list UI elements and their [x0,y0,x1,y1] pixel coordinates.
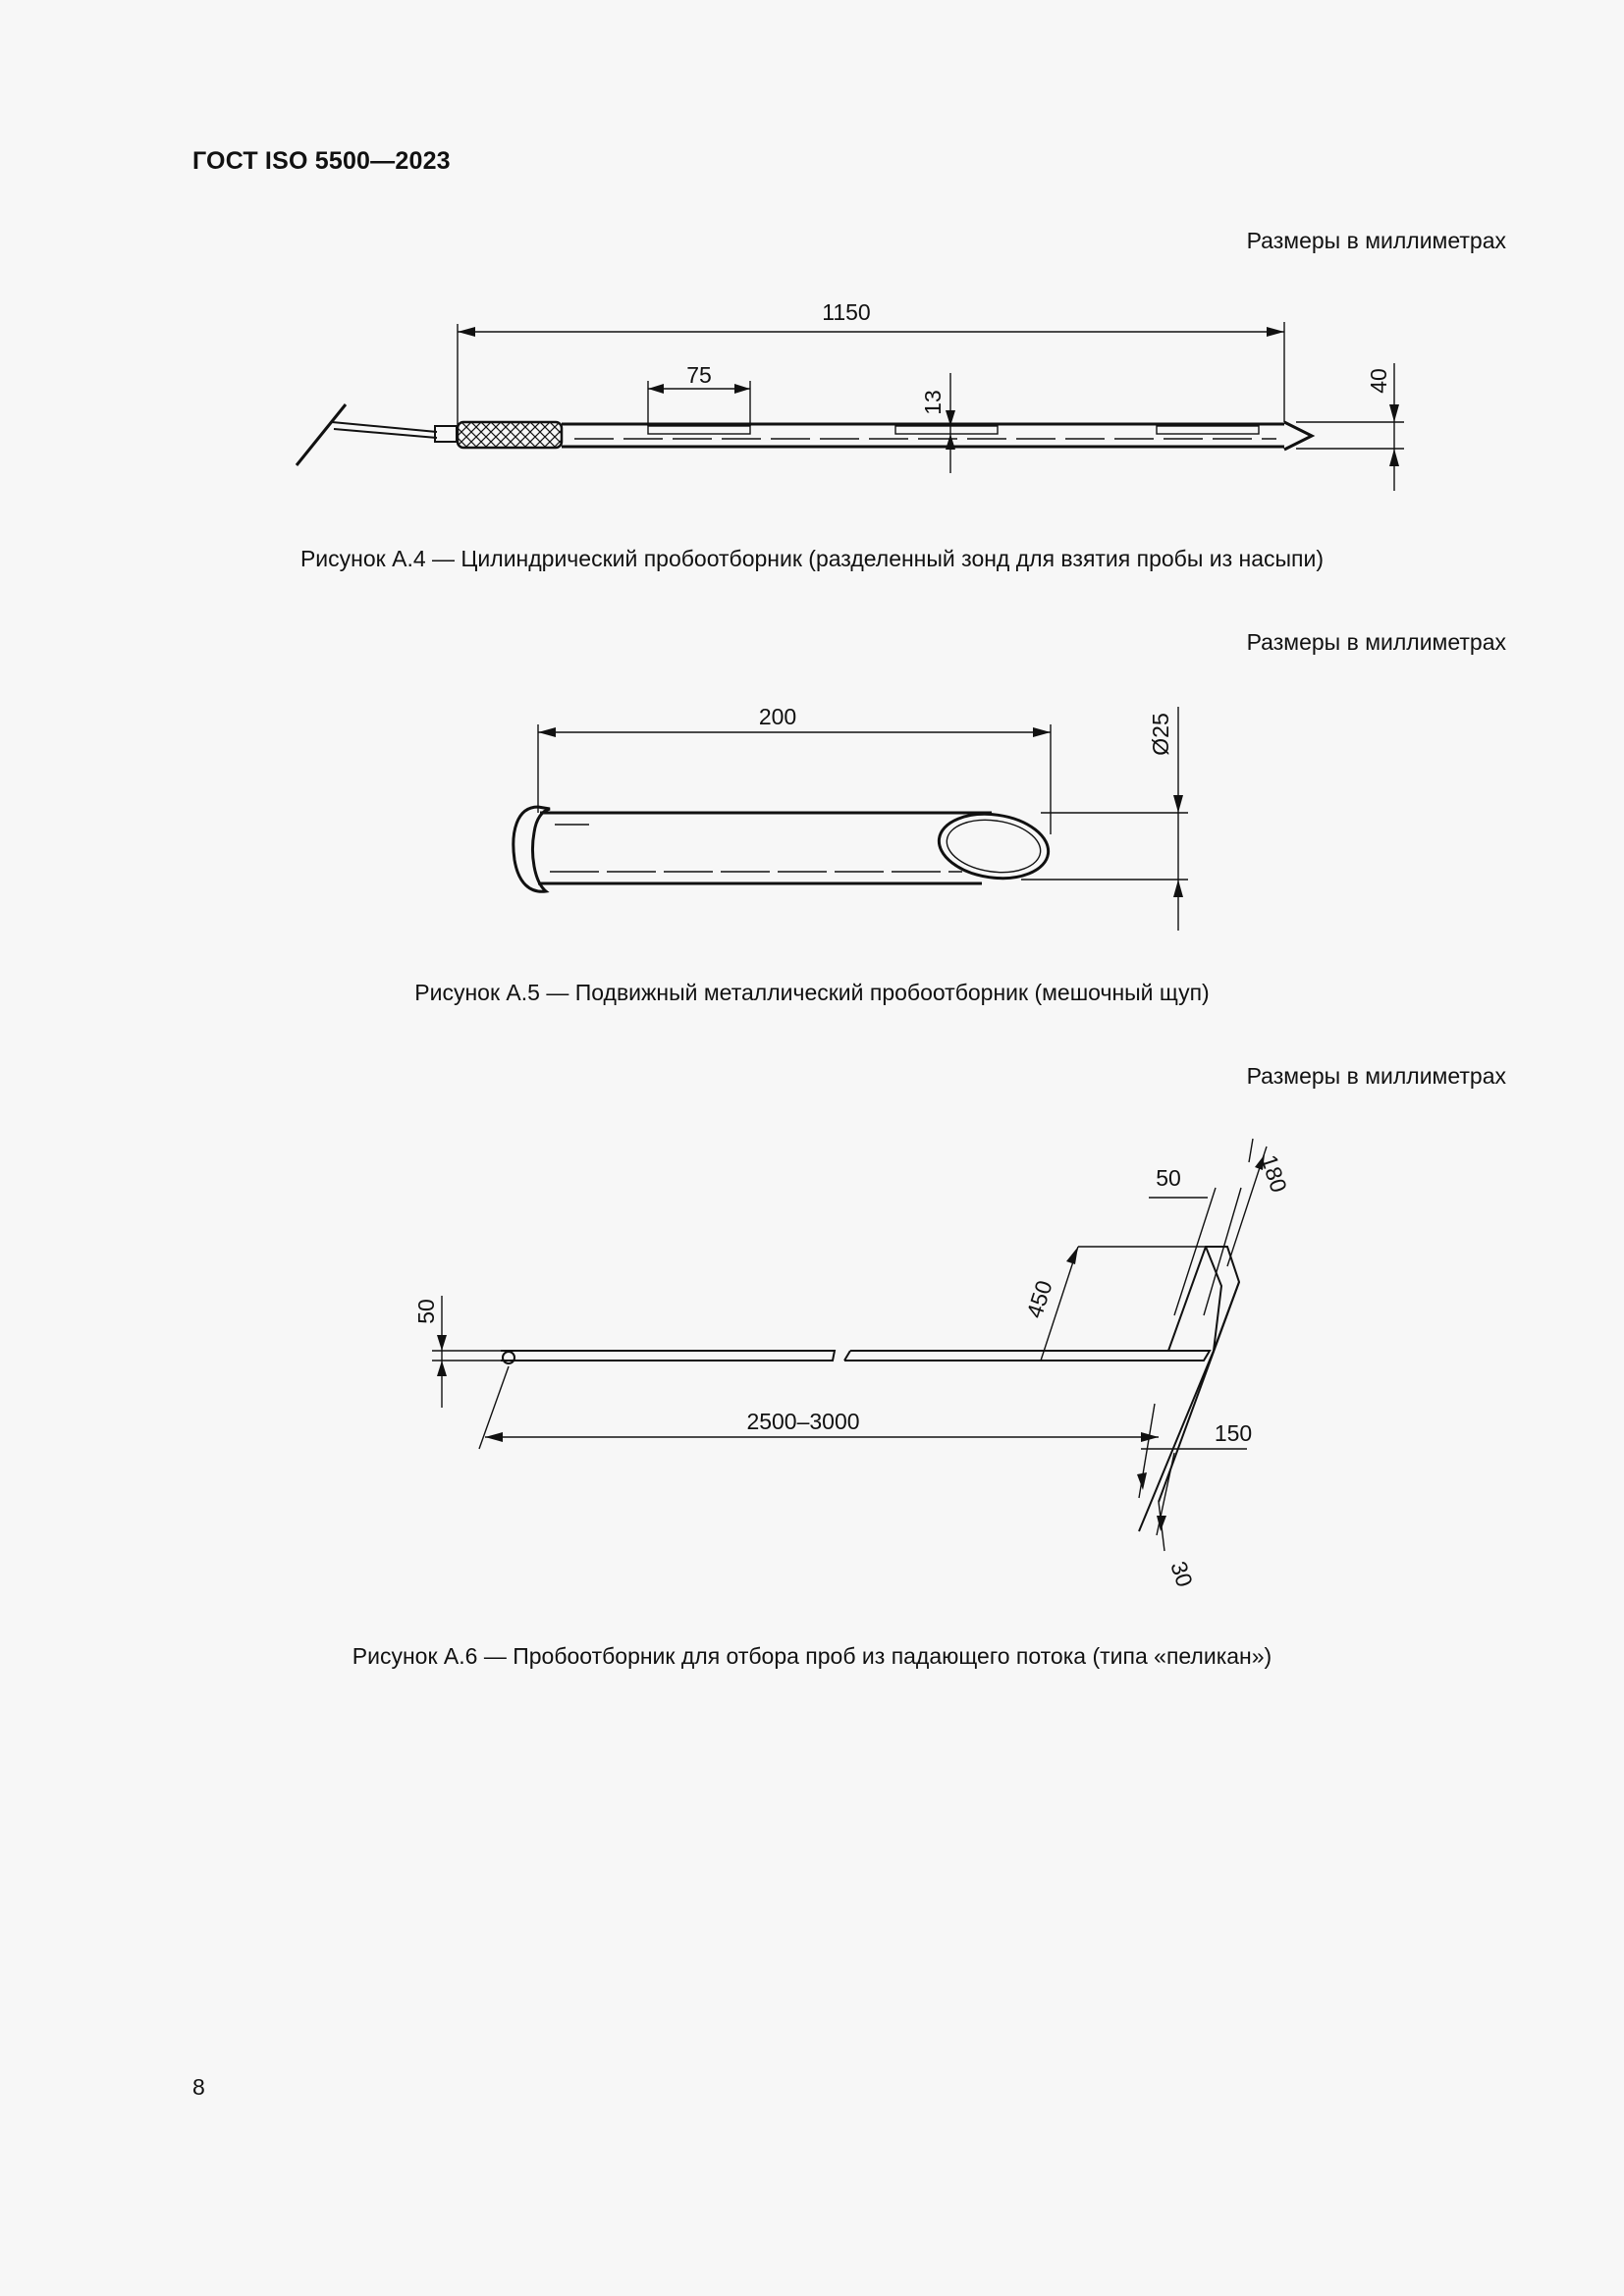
dim-rod-50 [413,1296,501,1408]
dim-text-13: 13 [920,390,946,415]
dim-slot-75 [648,362,750,426]
dim-diameter-40 [1296,363,1404,491]
caption-fig-a5: Рисунок А.5 — Подвижный металлический пробоотборник (мешочный щуп) [414,980,1210,1005]
knurled-grip [458,422,562,448]
figure-a4-drawing [0,294,1624,589]
dim-diameter-25 [1021,707,1188,931]
dim-text-1150: 1150 [822,299,871,325]
dim-text-2500-3000: 2500–3000 [746,1409,860,1434]
sampler-handle [514,807,550,891]
dim-opening-150 [1137,1404,1252,1498]
probe-tube [562,422,1312,450]
dim-text-200: 200 [758,704,797,729]
caption-fig-a6: Рисунок А.6 — Пробоотборник для отбора проб из падающего потока (типа «пеликан») [352,1643,1272,1669]
units-label-fig-a5: Размеры в миллиметрах [1246,629,1506,655]
dim-text-d25: Ø25 [1148,713,1173,756]
dim-length-1150 [458,299,1284,432]
dim-text-180: 180 [1256,1151,1292,1196]
pelican-rod [501,1351,1210,1363]
pelican-scoop [1139,1247,1239,1531]
dim-length-2500-3000 [479,1366,1159,1449]
units-label-fig-a4: Размеры в миллиметрах [1246,228,1506,253]
dim-text-150: 150 [1214,1420,1253,1446]
dim-text-30: 30 [1165,1558,1198,1590]
dim-text-450: 450 [1021,1277,1057,1321]
figure-a5-drawing [0,687,1624,942]
figure-a6-drawing [0,1119,1624,1610]
caption-fig-a4: Рисунок А.4 — Цилиндрический пробоотборник (разделенный зонд для взятия пробы из насыпи) [299,546,1325,571]
units-label-fig-a6: Размеры в миллиметрах [1246,1063,1506,1089]
sampler-tube [538,808,1053,885]
dim-text-top-50: 50 [1156,1165,1181,1191]
document-header: ГОСТ ISO 5500—2023 [192,147,451,175]
dim-width-top-50 [1149,1165,1241,1315]
dim-text-rod-50: 50 [413,1299,439,1324]
page-number: 8 [192,2074,205,2100]
dim-text-40: 40 [1366,368,1391,394]
t-handle [297,404,457,465]
dim-text-75: 75 [686,362,712,388]
